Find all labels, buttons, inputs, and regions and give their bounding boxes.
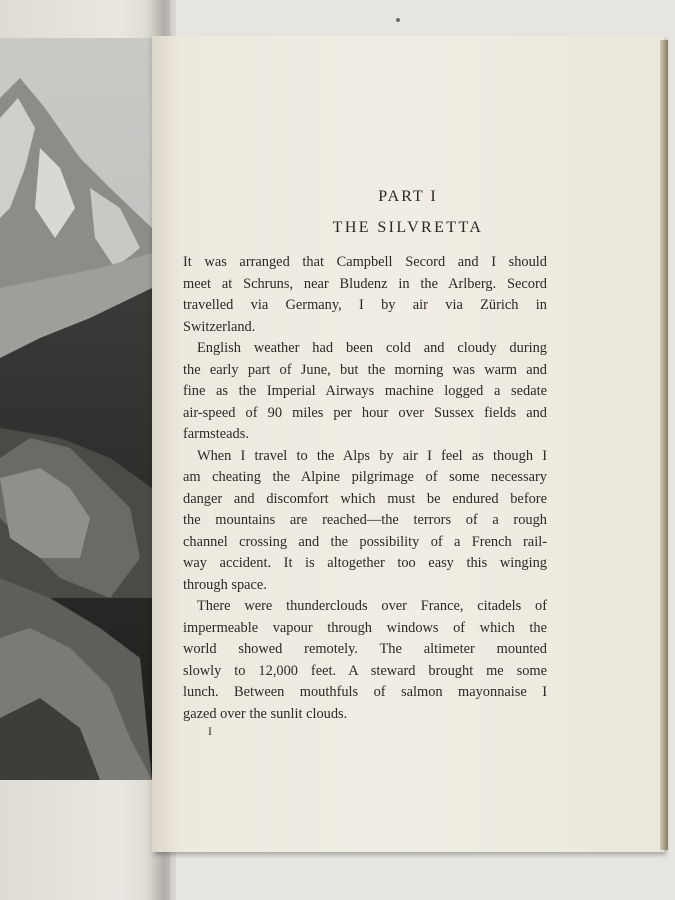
mountain-photo-image: [0, 38, 152, 780]
text-line: travelled via Germany, I by air via Zürich in: [183, 297, 547, 313]
chapter-heading: THE SILVRETTA: [332, 219, 484, 236]
body-text: [183, 252, 547, 725]
paragraph: [183, 446, 547, 597]
text-line: way accident. It is altogether too easy this winging: [183, 555, 547, 571]
text-line: world showed remotely. The altimeter mounted: [183, 641, 547, 657]
text-line: farmsteads.: [183, 426, 249, 442]
text-line: the early part of June, but the morning was warm and: [183, 361, 547, 378]
text-line: It was arranged that Campbell Secord and I should: [183, 254, 547, 270]
text-line: air-speed of 90 miles per hour over Sussex fields and: [183, 404, 547, 421]
text-line: fine as the Imperial Airways machine logged a sedate: [183, 383, 547, 399]
page-edge: [660, 40, 668, 850]
text-line: When I travel to the Alps by air I feel as though I: [197, 447, 547, 464]
text-line: meet at Schruns, near Bludenz in the Arlberg. Secord: [183, 275, 547, 292]
text-line: slowly to 12,000 feet. A steward brought me some: [183, 662, 547, 679]
paragraph: [183, 252, 547, 338]
text-line: through space.: [183, 576, 267, 593]
text-line: danger and discomfort which must be endured before: [183, 490, 547, 507]
part-heading: PART I: [378, 188, 438, 205]
text-line: channel crossing and the possibility of a French rail-: [183, 533, 547, 550]
text-line: There were thunderclouds over France, citadels of: [197, 598, 547, 614]
page-number: I: [208, 724, 212, 738]
text-line: gazed over the sunlit clouds.: [183, 705, 348, 722]
text-line: impermeable vapour through windows of which the: [183, 619, 547, 636]
paragraph: [183, 596, 547, 725]
text-line: Switzerland.: [183, 318, 256, 335]
text-line: the mountains are reached—the terrors of a rough: [183, 512, 547, 528]
dust-speck: [396, 18, 400, 22]
paragraph: [183, 338, 547, 446]
text-line: English weather had been cold and cloudy during: [197, 340, 547, 356]
text-line: lunch. Between mouthfuls of salmon mayonnaise I: [183, 684, 547, 700]
mountain-photograph: [0, 38, 152, 780]
text-line: am cheating the Alpine pilgrimage of some necessary: [183, 469, 547, 485]
